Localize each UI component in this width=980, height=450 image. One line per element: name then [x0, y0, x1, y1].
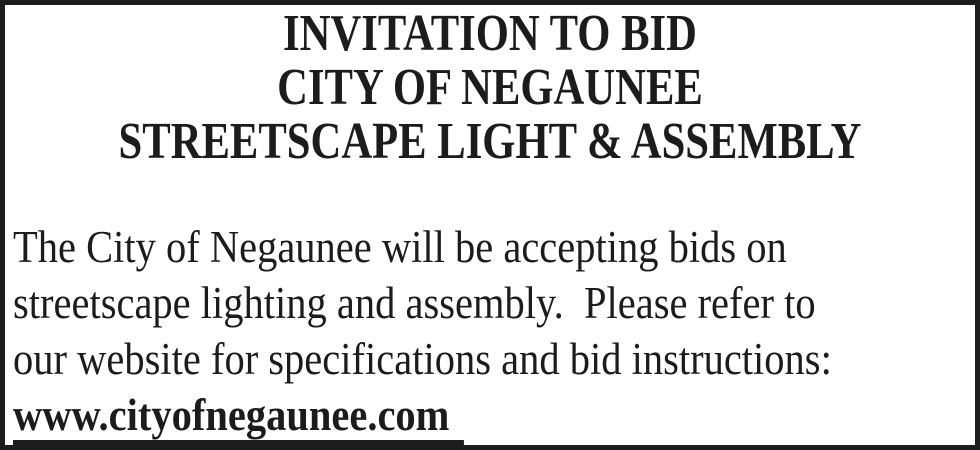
website-link: www.cityofnegaunee.com	[13, 392, 464, 445]
heading-line-3: STREETSCAPE LIGHT & ASSEMBLY	[118, 113, 862, 170]
notice-body	[13, 219, 967, 445]
body-line-1: The City of Negaunee will be accepting bids on	[13, 222, 787, 272]
body-line-3: our website for specifications and bid instructions:	[13, 334, 832, 384]
website-line	[13, 387, 872, 445]
heading-line-1: INVITATION TO BID	[283, 5, 697, 62]
heading-line-2: CITY OF NEGAUNEE	[277, 59, 703, 116]
notice-heading	[13, 7, 967, 169]
body-line-2: streetscape lighting and assembly. Please refer to	[13, 278, 816, 328]
